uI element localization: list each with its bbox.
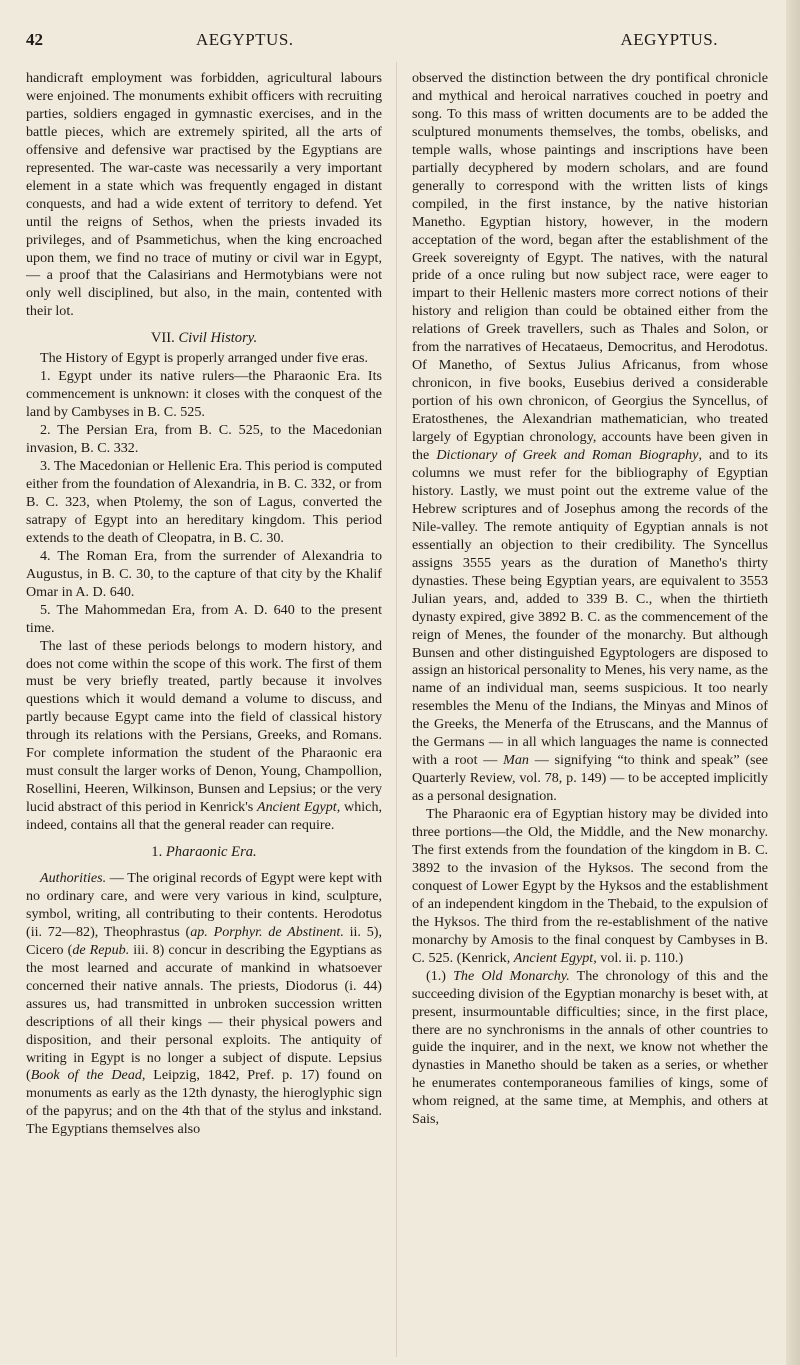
section-number: VII. xyxy=(150,330,175,347)
section-title: Pharaonic Era. xyxy=(165,844,257,861)
era-item-2: 2. The Persian Era, from B. C. 525, to the Macedonian invasion, B. C. 332. xyxy=(26,422,382,457)
text-run: (1.) xyxy=(426,967,446,984)
text-run: The chronology of this and the succeeding division of the Egyptian monarchy is beset with, at present, insurmountable difficulties; since, in the first place, there are no synchronisms in the annals of other countries to guide the inquirer, and in the next, we know not whether the dynasties in Manetho should be taken as a series, or whether he enumerates contemporaneous families of kings, some of whom reigned, at the same time, at Memphis, and others at Sais, xyxy=(412,967,768,1128)
italic-word: Man xyxy=(503,752,529,769)
section-title: Civil History. xyxy=(178,330,258,347)
section-heading-civil-history xyxy=(26,330,382,348)
paragraph-sources xyxy=(412,70,768,806)
text-run: The last of these periods belongs to modern history, and does not come within the scope of this work. The first of them must be very briefly treated, partly because it involves questions which it would demand a volume to discuss, and partly because Egypt came into the field of classical history through its relations with the Persians, Greeks, and Romans. For complete information the student of the Pharaonic era must consult the larger works of Denon, Young, Champollion, Rosellini, Heeren, Wilkinson, Bunsen and Lepsius; or the very lucid abstract of this period in Kenrick's xyxy=(26,637,382,816)
text-run: The Pharaonic era of Egyptian history may be divided into three portions—the Old, the Middle, and the New monarchy. The first extends from the foundation of the kingdom in B. C. 3892 to the invasion of the Hyksos. The second from the conquest of Lower Egypt by the Hyksos and the establishment of an independent kingdom in the Thebaid, to the expulsion of the Hyksos. The third from the re-establishment of the native monarchy by Amosis to the final conquest by Cambyses in B. C. 525. (Kenrick, xyxy=(412,806,768,966)
run-in-heading: The Old Monarchy. xyxy=(453,967,570,984)
left-column xyxy=(26,70,382,1139)
page-edge-shadow xyxy=(786,0,800,1365)
text-run: , which, indeed, contains all that the general reader can require. xyxy=(26,799,383,834)
paragraph-modern-history xyxy=(26,638,382,835)
page-header xyxy=(26,30,782,56)
text-run: , vol. ii. p. 110.) xyxy=(593,949,684,966)
italic-title: Dictionary of Greek and Roman Biography xyxy=(436,447,699,464)
era-item-4: 4. The Roman Era, from the surrender of Alexandria to Augustus, in B. C. 30, to the capture of that city by the Khalif Omar in A. D. 640. xyxy=(26,547,382,600)
section-number: 1. xyxy=(151,844,163,861)
era-item-5: 5. The Mahommedan Era, from A. D. 640 to the present time. xyxy=(26,601,382,636)
page-number: 42 xyxy=(26,30,43,49)
run-in-heading: Authorities. xyxy=(40,869,107,886)
italic-citation: ap. Porphyr. de Abstinent. xyxy=(190,923,344,940)
paragraph-old-monarchy xyxy=(412,968,768,1130)
paragraph-authorities xyxy=(26,870,382,1139)
italic-citation: Book of the Dead xyxy=(30,1067,142,1084)
text-run: ii. 5), Cicero ( xyxy=(26,923,382,958)
running-head-left: AEGYPTUS. xyxy=(196,30,294,49)
era-item-3: 3. The Macedonian or Hellenic Era. This period is computed either from the foundation of Alexandria, in B. C. 332, or from B. C. 323, when Ptolemy, the son of Lagus, converted the satrapy of Egypt into an hereditary kingdom. This period extends to the death of Cleopatra, in B. C. 30. xyxy=(26,458,382,546)
column-divider xyxy=(396,62,397,1357)
italic-citation: de Repub. xyxy=(72,941,130,958)
right-column xyxy=(412,70,768,1129)
text-run: — signifying “to think and speak” (see Quarterly Review, vol. 78, p. 149) — to be accepted implicitly as a personal designation. xyxy=(412,752,769,805)
text-run: — The original records of Egypt were kept with no ordinary care, and were very various in kind, sculpture, symbol, writing, all contributing to their contents. Herodotus (ii. 72—82), Theophrastus ( xyxy=(26,869,382,940)
era-item-1: 1. Egypt under its native rulers—the Pharaonic Era. Its commencement is unknown: it closes with the conquest of the land by Cambyses in B. C. 525. xyxy=(26,368,382,421)
text-run: , Leipzig, 1842, Pref. p. 17) found on monuments as early as the 12th dynasty, the hieroglyphic sign of the papyrus; and on the 4th that of the stylus and inkstand. The Egyptians themselves also xyxy=(26,1067,382,1138)
text-run: observed the distinction between the dry pontifical chronicle and mythical and heroical narratives couched in poetry and song. To this mass of written documents are to be added the sculptured monuments themselves, the tombs, obelisks, and temple walls, whose paintings and inscriptions have been partially decyphered by modern scholars, and are found generally to correspond with the written lists of kings compiled, in the first instance, by the native historian Manetho. Egyptian history, however, in the modern acceptation of the word, began after the establishment of the Greek sovereignty of Egypt. The natives, with the natural pride of a once ruling but now subject race, were eager to impart to their Hellenic masters more correct notions of their history and religion than could be obtained either from the relations of Greek travellers, such as Thales and Solon, or from the narratives of Hecataeus, Democritus, and Herodotus. Of Manetho, of Sextus Julius Africanus, from whose chronicon, in five books, Eusebius derived a considerable portion of his own chronicon, of Georgius the Syncellus, of Eratosthenes, the Alexandrian mathematician, who treated largely of Egyptian chronology, accounts have been given in the xyxy=(412,70,768,464)
italic-title: Ancient Egypt xyxy=(513,949,594,966)
italic-title: Ancient Egypt xyxy=(257,799,337,816)
running-head-right: AEGYPTUS. xyxy=(620,30,718,49)
section-heading-pharaonic-era xyxy=(26,844,382,862)
paragraph-five-eras: The History of Egypt is properly arranged under five eras. xyxy=(40,350,368,367)
text-run: iii. 8) concur in describing the Egyptians as the most learned and accurate of mankind in whatsoever concerned their native annals. The priests, Diodorus (i. 44) assures us, had transmitted in unbroken succession written descriptions of all their kings — their physical powers and disposition, and their personal exploits. The antiquity of writing in Egypt is no longer a subject of dispute. Lepsius ( xyxy=(26,941,382,1084)
paragraph-war-caste: handicraft employment was forbidden, agricultural labours were enjoined. The monuments exhibit officers with recruiting parties, soldiers engaged in gymnastic exercises, and in the battle pieces, which are extremely spirited, all the arts of offensive and defensive war practised by the Egyptians are represented. The war-caste was necessarily a very important element in a state which was frequently engaged in distant conquests, and had a wide extent of territory to defend. Yet until the reigns of Sethos, when the priests invaded its privileges, and of Psammetichus, when the king encroached upon them, we find no trace of mutiny or civil war in Egypt, — a proof that the Calasirians and Hermotybians were not only well disciplined, but also, in the main, contented with their lot. xyxy=(26,70,382,320)
text-run: , and to its columns we must refer for the bibliography of Egyptian history. Lastly, we must point out the extreme value of the Hebrew scriptures and of Josephus among the records of the Nile-valley. The remote antiquity of Egyptian annals is not essentially an objection to their credibility. The Syncellus assigns 3555 years as the duration of Manetho's thirty dynasties. These being Egyptian years, are equivalent to 3553 Julian years, and, added to 339 B. C., when the thirtieth dynasty expired, give 3892 B. C. as the commencement of the reign of Menes, the founder of the monarchy. But although Bunsen and other distinguished Egyptologers are disposed to assign an historical personality to Menes, his very name, as the name of an individual man, seems suspicious. It too nearly resembles the Menu of the Indians, the Minyas and Minos of the Greeks, the Menerfa of the Etruscans, and the Mannus of the Germans — in all which languages the name is connected with a root — xyxy=(412,447,768,769)
paragraph-pharaonic-divisions xyxy=(412,806,768,968)
